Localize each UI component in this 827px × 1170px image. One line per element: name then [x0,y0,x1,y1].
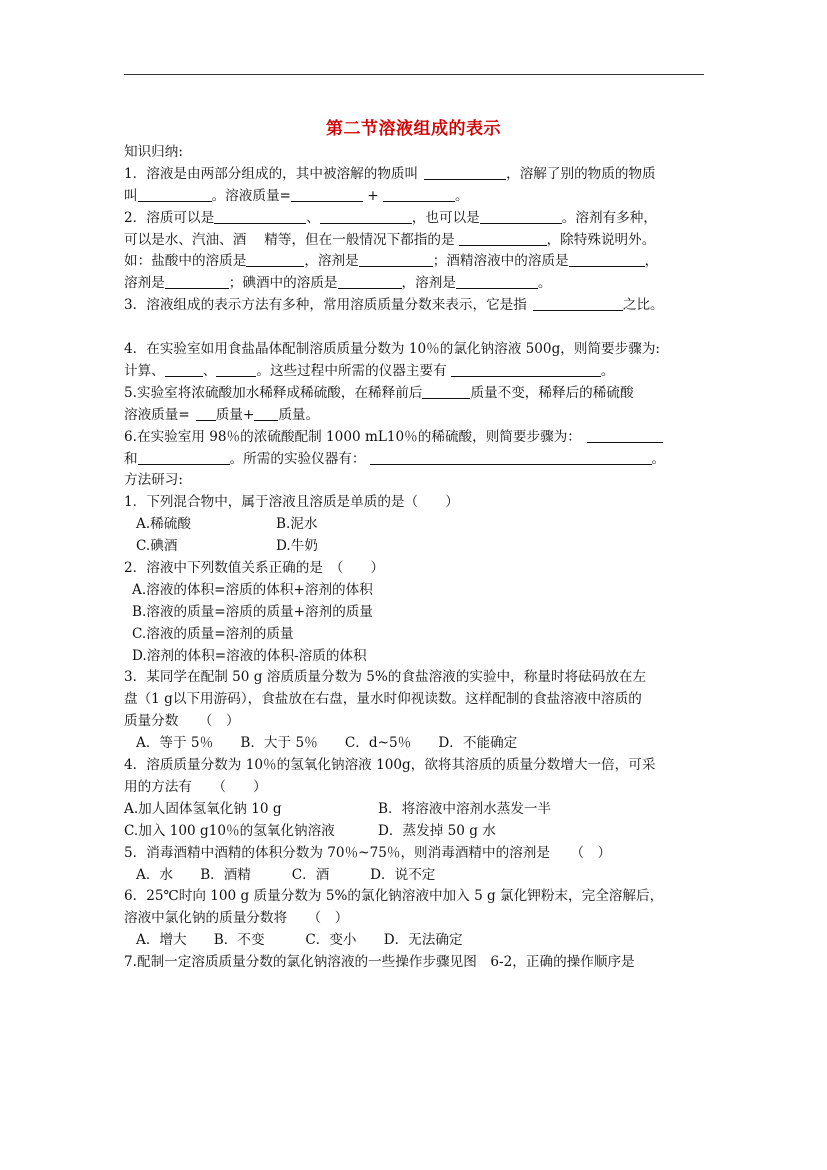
knowledge-item-6-line-1: 6.在实验室用 98％的浓硫酸配制 1000 mL10％的稀硫酸，则简要步骤为： [124,427,714,449]
spacer [124,317,714,339]
question-2: 2．溶液中下列数值关系正确的是 （ ） [124,560,385,577]
knowledge-item-6-line-2: 和 。所需的实验仪器有： 。 [124,450,666,467]
question-3-options: A．等于 5％ B．大于 5％ C．d~5％ D．不能确定 [136,735,518,752]
question-7: 7.配制一定溶质质量分数的氯化钠溶液的一些操作步骤见图 6-2，正确的操作顺序是 [124,954,635,971]
knowledge-item-2-line-1: 2．溶质可以是 、 ，也可以是 。溶剂有多种， [124,209,657,226]
question-1-options-row-2: C.碘酒 D.牛奶 [136,538,318,555]
method-heading: 方法研习: [124,472,183,489]
knowledge-item-1-line-2: 叫 。溶液质量= + 。 [124,187,469,204]
question-5-options: A．水 B．酒精 C．酒 D．说不定 [136,866,436,883]
fill-blank [533,296,623,311]
knowledge-item-5-line-2: 溶液质量= 质量+ 质量。 [124,406,320,423]
question-5: 5．消毒酒精中酒精的体积分数为 70％~75％，则消毒酒精中的溶剂是 （ ） [124,844,612,861]
fill-blank [165,362,203,377]
fill-blank [246,252,304,267]
fill-blank [338,274,402,289]
question-3-line-1: 3．某同学在配制 50 g 溶质质量分数为 5%的食盐溶液的实验中，称量时将砝码放在左 [124,669,647,686]
fill-blank [451,362,601,377]
question-4-options-row-1: A.加人固体氢氧化钠 10 g B．将溶液中溶剂水蒸发一半 [124,800,552,817]
knowledge-item-4-line-1: 4．在实验室如用食盐晶体配制溶质质量分数为 10％的氯化钠溶液 500g，则简要步骤为: [124,341,661,358]
fill-blank [216,362,256,377]
fill-blank [138,187,212,202]
header-rule [124,74,704,75]
fill-blank [291,187,363,202]
fill-blank [254,406,278,421]
question-2-option-b: B.溶液的质量=溶质的质量+溶剂的质量 [132,603,373,620]
knowledge-item-2-line-3: 如：盐酸中的溶质是 ，溶剂是 ；酒精溶液中的溶质是 ， [124,253,659,270]
fill-blank [138,450,230,465]
knowledge-item-4-line-2: 计算、 、 。这些过程中所需的仪器主要有 。 [124,363,615,380]
knowledge-item-5-line-1: 5.实验室将浓硫酸加水稀释成稀硫酸，在稀释前后 质量不变，稀释后的稀硫酸 [124,384,634,401]
question-4-options-row-2: C.加入 100 g10％的氢氧化钠溶液 D．蒸发掉 50 g 水 [124,822,496,839]
fill-blank [165,274,229,289]
knowledge-item-2-line-4: 溶剂是 ；碘酒中的溶质是 ，溶剂是 。 [124,275,552,292]
fill-blank [422,384,470,399]
fill-blank [214,209,306,224]
question-2-option-a: A.溶液的体积=溶质的体积+溶剂的体积 [132,581,373,598]
fill-blank [569,252,645,267]
question-2-option-d: D.溶剂的体积=溶液的体积-溶质的体积 [132,647,367,664]
question-1-options-row-1: A.稀硫酸 B.泥水 [136,516,318,533]
fill-blank [383,187,455,202]
fill-blank [480,209,562,224]
fill-blank [370,450,652,465]
fill-blank [320,209,412,224]
page-title: 第二节溶液组成的表示 [326,119,501,139]
question-4-line-1: 4．溶质质量分数为 10％的氢氧化钠溶液 100g，欲将其溶质的质量分数增大一倍，可采 [124,757,656,774]
question-2-option-c: C.溶液的质量=溶剂的质量 [132,625,294,642]
question-6-line-1: 6．25℃时向 100 g 质量分数为 5%的氯化钠溶液中加入 5 g 氯化钾粉末，完全溶解后， [124,888,664,905]
fill-blank [459,231,547,246]
question-6-options: A．增大 B．不变 C．变小 D．无法确定 [136,932,463,949]
question-1: 1．下列混合物中，属于溶液且溶质是单质的是（ ） [124,494,459,511]
fill-blank [196,406,216,421]
knowledge-heading: 知识归纳: [124,144,183,160]
question-3-line-3: 质量分数 （ ） [124,713,240,730]
knowledge-item-3: 3．溶液组成的表示方法有多种，常用溶质质量分数来表示，它是指 之比。 [124,297,664,314]
knowledge-item-1-line-1: 1．溶液是由两部分组成的，其中被溶解的物质叫 ，溶解了别的物质的物质 [124,165,656,182]
knowledge-item-2-line-2: 可以是水、汽油、酒 精等，但在一般情况下都指的是 ，除特殊说明外。 [124,231,656,248]
fill-blank [456,274,538,289]
question-3-line-2: 盘（1 g以下用游码），食盐放在右盘，量水时仰视读数。这样配制的食盐溶液中溶质的 [124,691,642,708]
fill-blank [424,165,506,180]
fill-blank [359,252,433,267]
fill-blank [587,428,663,443]
question-4-line-2: 用的方法有 （ ） [124,778,267,795]
question-6-line-2: 溶液中氯化钠的质量分数将 （ ） [124,910,349,927]
document-body [124,142,714,974]
